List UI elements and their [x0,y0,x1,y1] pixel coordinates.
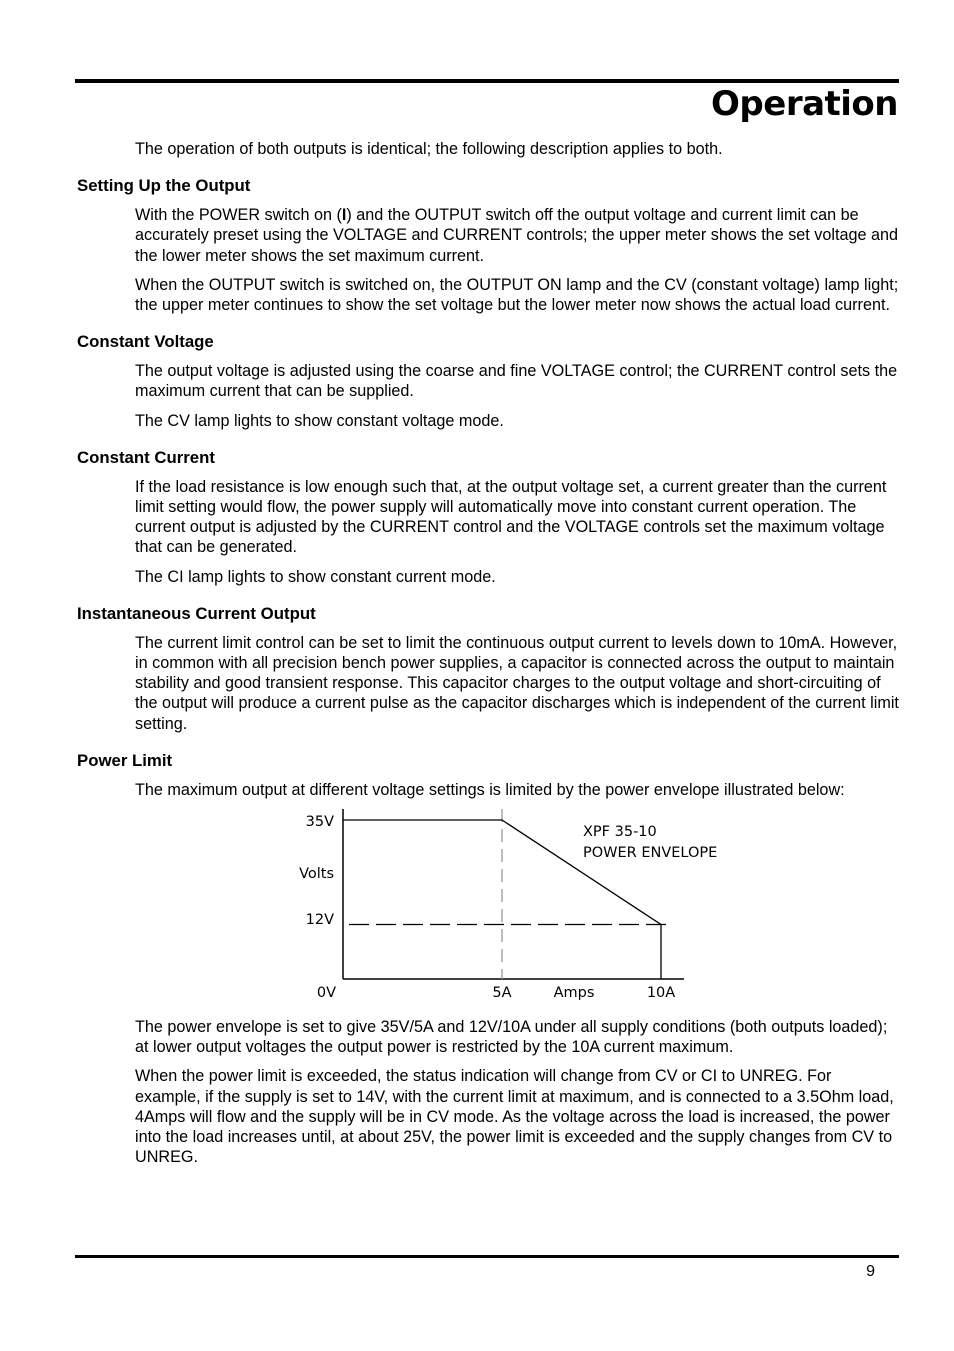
y-tick-35v: 35V [305,814,334,831]
section-heading-power-limit: Power Limit [77,750,173,770]
power-envelope-svg [292,809,752,1005]
cv-paragraph-2: The CV lamp lights to show constant voltage mode. [135,411,504,430]
section-heading-cc: Constant Current [77,447,215,467]
page-content [77,139,899,1176]
x-tick-5a: 5A [492,985,512,1002]
cc-paragraph-1: If the load resistance is low enough such that, at the output voltage set, a current greater than the current limit setting would flow, the power supply will automatically move into constant current operation. The current output is adjusted by the CURRENT control and the VOLTAGE controls set the maximum voltage that can be generated. [135,477,887,557]
pl-paragraph-3: When the power limit is exceeded, the status indication will change from CV or CI to UNREG. For example, if the supply is set to 14V, with the current limit at maximum, and is connected to a 3.5Ohm load, 4Amps will flow and the supply will be in CV mode. As the voltage across the load is increased, the power into the load increases until, at about 25V, the power limit is exceeded and the supply changes from CV to UNREG. [135,1067,894,1167]
section-heading-setup: Setting Up the Output [77,176,251,196]
bottom-rule [75,1255,899,1258]
cv-paragraph-1: The output voltage is adjusted using the coarse and fine VOLTAGE control; the CURRENT control sets the maximum current that can be supplied. [135,362,898,401]
x-tick-10a: 10A [646,985,676,1002]
section-heading-cv: Constant Voltage [77,332,214,352]
setup-paragraph-1 [135,205,899,266]
section-heading-ico: Instantaneous Current Output [77,603,316,623]
intro-paragraph: The operation of both outputs is identical; the following description applies to both. [135,140,723,158]
pl-paragraph-2: The power envelope is set to give 35V/5A and 12V/10A under all supply conditions (both outputs loaded); at lower output voltages the output power is restricted by the 10A current maximum. [135,1018,888,1057]
setup-text-b: ) and the OUTPUT switch off the output voltage and current limit can be accurately preset using the VOLTAGE and CURRENT controls; the upper meter shows the set voltage and the lower meter shows the set maximum current. [135,206,898,265]
cc-paragraph-2: The CI lamp lights to show constant current mode. [135,567,496,586]
page-number: 9 [866,1263,875,1280]
page-title: Operation [711,84,898,124]
x-axis-label: Amps [553,985,595,1002]
y-tick-12v: 12V [305,912,334,929]
x-tick-0v: 0V [316,985,336,1002]
top-rule [75,79,899,83]
pl-paragraph-1: The maximum output at different voltage settings is limited by the power envelope illustrated below: [135,780,845,799]
y-axis-label: Volts [299,866,334,883]
power-on-symbol: I [341,206,347,225]
ico-paragraph-1: The current limit control can be set to limit the continuous output current to levels down to 10mA. However, in common with all precision bench power supplies, a capacitor is connected across the output to maintain stability and good transient response. This capacitor charges to the output voltage and short-circuiting of the output will produce a current pulse as the capacitor discharges which is independent of the current limit setting. [135,633,899,733]
setup-text-a: With the POWER switch on ( [135,206,342,225]
chart-title-line-2: POWER ENVELOPE [583,845,718,862]
setup-paragraph-2: When the OUTPUT switch is switched on, the OUTPUT ON lamp and the CV (constant voltage) lamp light; the upper meter continues to show the set voltage but the lower meter now shows the actual load current. [135,275,899,315]
chart-title-line-1: XPF 35-10 [583,824,657,841]
power-envelope-chart [77,809,899,1009]
